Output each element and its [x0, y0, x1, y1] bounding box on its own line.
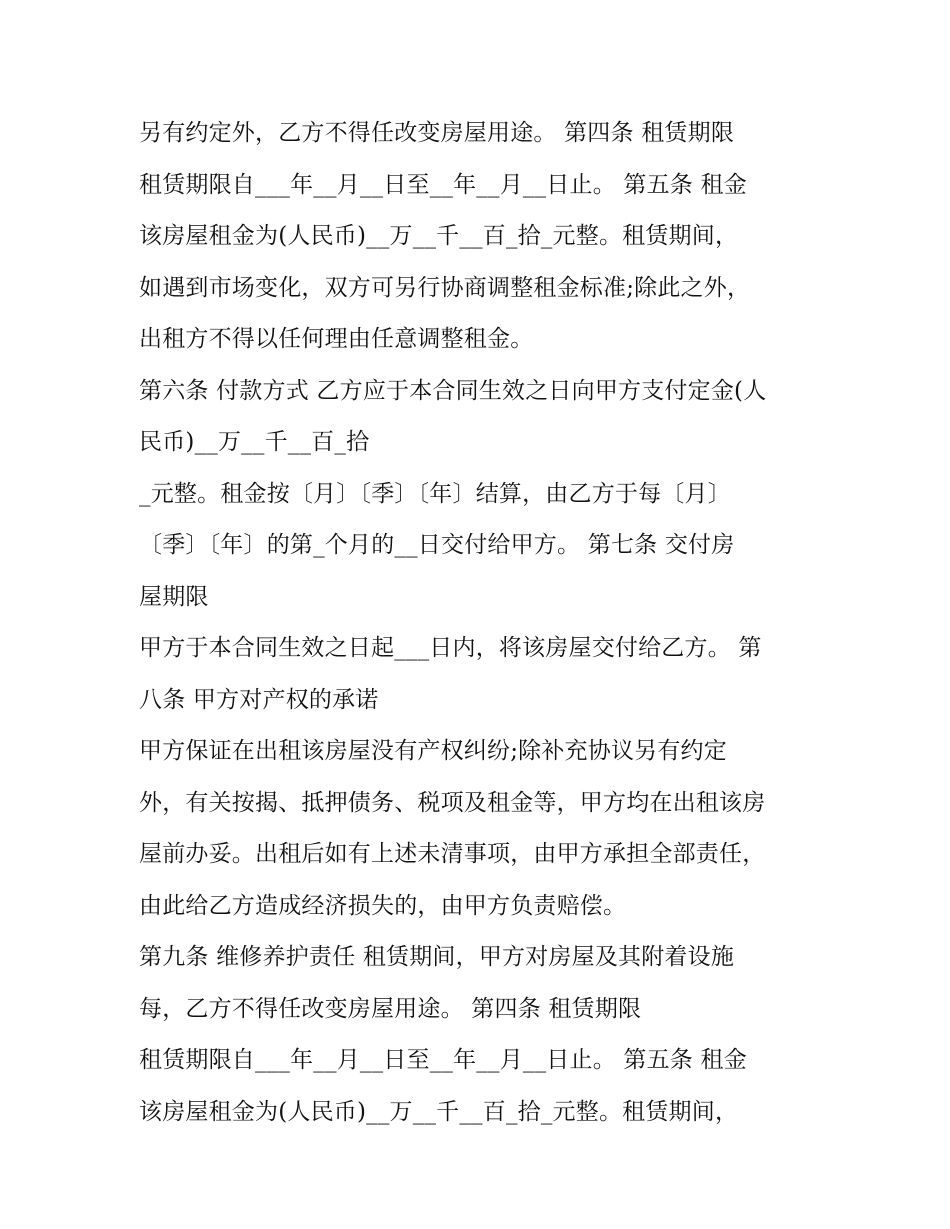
text-line: 另有约定外，乙方不得任改变房屋用途。 第四条 租赁期限: [139, 120, 735, 146]
text-line: 甲方保证在出租该房屋没有产权纠纷;除补充协议另有约定: [139, 738, 727, 764]
text-line: 八条 甲方对产权的承诺: [139, 686, 379, 713]
text-line: 民币)__万__千__百_拾: [139, 429, 370, 455]
text-line: 每，乙方不得任改变房屋用途。 第四条 租赁期限: [139, 995, 642, 1022]
text-line: 租赁期限自___年__月__日至__年__月__日止。 第五条 租金: [139, 1047, 747, 1073]
text-line: 如遇到市场变化，双方可另行协商调整租金标准;除此之外，: [139, 274, 751, 301]
text-line: 〔季〕〔年〕的第_个月的__日交付给甲方。 第七条 交付房: [139, 532, 735, 558]
text-line: 出租方不得以任何理由任意调整租金。: [139, 326, 534, 352]
text-line: 由此给乙方造成经济损失的，由甲方负责赔偿。: [139, 892, 627, 919]
text-line: 屋期限: [139, 583, 209, 610]
text-line: 外，有关按揭、抵押债务、税项及租金等，甲方均在出租该房: [139, 789, 766, 816]
text-line: 该房屋租金为(人民币)__万__千__百_拾_元整。租赁期间，: [139, 223, 739, 249]
text-line: 租赁期限自___年__月__日至__年__月__日止。 第五条 租金: [139, 171, 747, 198]
text-line: 屋前办妥。出租后如有上述未清事项，由甲方承担全部责任，: [139, 841, 766, 867]
text-line: 该房屋租金为(人民币)__万__千__百_拾_元整。租赁期间，: [139, 1098, 739, 1125]
text-line: 第九条 维修养护责任 租赁期间，甲方对房屋及其附着设施: [139, 944, 735, 970]
text-line: _元整。租金按〔月〕〔季〕〔年〕结算，由乙方于每〔月〕: [139, 480, 731, 507]
document-body: [139, 108, 839, 1138]
text-line: 第六条 付款方式 乙方应于本合同生效之日向甲方支付定金(人: [139, 377, 767, 404]
text-line: 甲方于本合同生效之日起___日内，将该房屋交付给乙方。 第: [139, 635, 762, 661]
